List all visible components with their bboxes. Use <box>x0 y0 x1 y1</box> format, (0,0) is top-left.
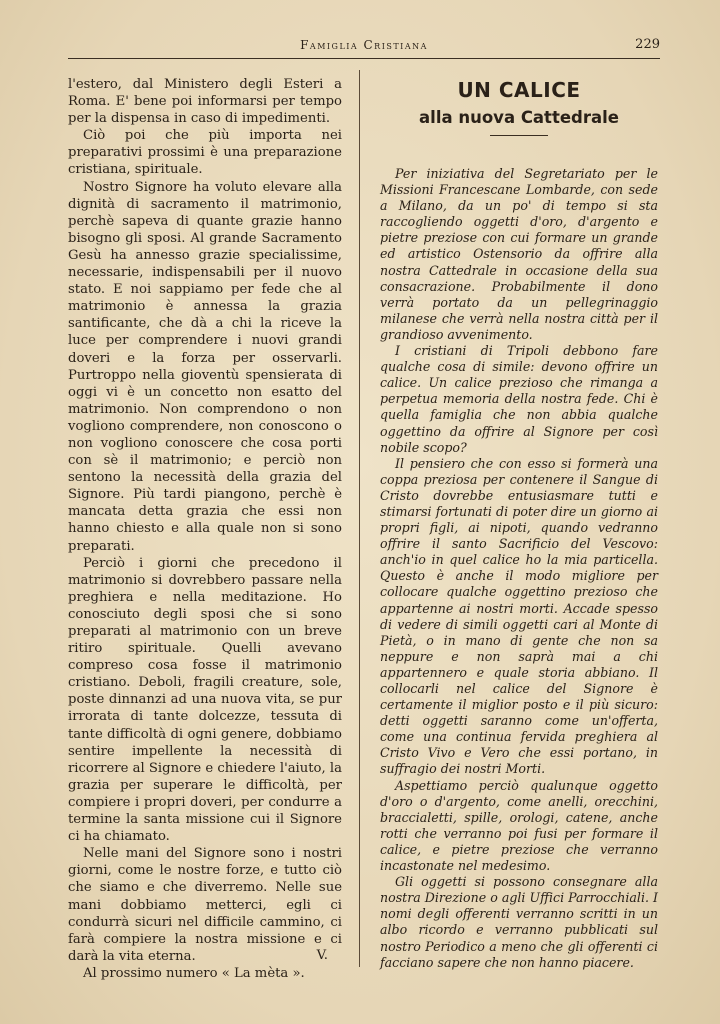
column-divider <box>359 70 360 967</box>
page-number: 229 <box>635 37 660 52</box>
article-paragraph: Il pensiero che con esso si formerà una coppa preziosa per contenere il Sangue di Cristo dovrebbe entusiasmare tutti e stimarsi fortunati di poter dire un giorno ai propri figli, ai nipoti, quando vedranno offrire il santo Sacrificio del Vescovo: anch'io in quel calice ho la mia particella. Questo è anche il modo migliore per collocare qualche oggettino prezioso che appartenne ai nostri morti. Accade spesso di vedere di simili oggetti cari al Monte di Pietà, o in mano di gente che non sa neppure e non saprà mai a chi appartennero e quale storia abbiano. Il collocarli nel calice del Signore è certamente il miglior posto e il più sicuro: detti oggetti saranno come un'offerta, come una continua fervida preghiera al Cristo Vivo e Vero che essi portano, in suffragio dei nostri Morti. <box>380 455 658 777</box>
left-paragraph: Perciò i giorni che precedono il matrimonio si dovrebbero passare nella preghiera e nella meditazione. Ho conosciuto degli sposi che si sono preparati al matrimonio con un breve ritiro spirituale. Quelli avevano compreso cosa fosse il matrimonio cristiano. Deboli, fragili creature, sole, poste dinnanzi ad una nuova vita, se pur irrorata di tante dolcezze, tessuta di tante difficoltà di ogni genere, dobbiamo sentire impellente la necessità di ricorrere al Signore e chiedere l'aiuto, la grazia per superare le difficoltà, per compiere i propri doveri, per condurre a termine la santa missione cui il Signore ci ha chiamato. <box>68 555 342 845</box>
article-subtitle: alla nuova Cattedrale <box>419 108 619 127</box>
running-title: Famiglia Cristiana <box>300 38 428 52</box>
left-paragraph: Ciò poi che più importa nei preparativi prossimi è una preparazione cristiana, spirituale. <box>68 128 342 178</box>
article-title: UN CALICE <box>457 78 581 102</box>
article-paragraph: Aspettiamo perciò qualunque oggetto d'oro o d'argento, come anelli, orecchini, braccialetti, spille, orologi, catene, anche rotti che verranno poi fusi per formare il calice, e pietre preziose che verranno incastonate nel medesimo. <box>380 777 658 874</box>
page-header <box>68 36 660 59</box>
right-column <box>380 76 658 971</box>
article-body <box>380 166 658 971</box>
article-paragraph: Gli oggetti si possono consegnare alla nostra Direzione o agli Uffici Parrocchiali. I nomi degli offerenti verranno scritti in un albo ricordo e verranno pubblicati sul nostro Periodico a meno che gli offerenti ci facciano sapere che non hanno piacere. <box>380 874 658 970</box>
left-paragraph: Nostro Signore ha voluto elevare alla dignità di sacramento il matrimonio, perchè sapeva di quante grazie hanno bisogno gli sposi. Al grande Sacramento Gesù ha annesso grazie specialissime, necessarie, indispensabili per il nuovo stato. E noi sappiamo per fede che al matrimonio è annessa la grazia santificante, che dà a chi la riceve la luce per comprendere i nuovi grandi doveri e la forza per osservarli. Purtroppo nella gioventù spensierata di oggi vi è un concetto non esatto del matrimonio. Non comprendono o non vogliono comprendere, non conoscono o non vogliono conoscere che cosa porti con sè il matrimonio; e perciò non sentono la necessità della grazia del Signore. Più tardi piangono, perchè è mancata detta grazia che essi non hanno chiesto e alla quale non si sono preparati. <box>68 179 342 554</box>
left-paragraph: Nelle mani del Signore sono i nostri giorni, come le nostre forze, e tutto ciò che siamo e che diverremo. Nelle sue mani dobbiamo metterci, egli ci condurrà sicuri nel difficile cammino, ci farà compiere la nostra missione e ci darà la vita eterna. <box>68 846 342 964</box>
article-paragraph: I cristiani di Tripoli debbono fare qualche cosa di simile: devono offrire un calice. Un calice prezioso che rimanga a perpetua memoria della nostra fede. Chi è quella famiglia che non abbia qualche oggettino da offrire al Signore per così nobile scopo? <box>380 343 658 455</box>
title-rule <box>490 135 548 136</box>
author-signature: V. <box>316 948 328 963</box>
left-column <box>68 76 342 982</box>
article-paragraph: Per iniziativa del Segretariato per le Missioni Francescane Lombarde, con sede a Milano, da un po' di tempo si sta raccogliendo oggetti d'oro, d'argento e pietre preziose con cui formare un grande ed artistico Ostensorio da offrire alla nostra Cattedrale in occasione della sua consacrazione. Probabilmente il dono verrà portato da un pellegrinaggio milanese che verrà nella nostra città per il grandioso avvenimento. <box>380 166 658 342</box>
left-paragraph: Al prossimo numero « La mèta ». <box>83 965 305 981</box>
left-paragraph: l'estero, dal Ministero degli Esteri a Roma. E' bene poi informarsi per tempo per la dispensa in caso di impedimenti. <box>68 77 342 127</box>
